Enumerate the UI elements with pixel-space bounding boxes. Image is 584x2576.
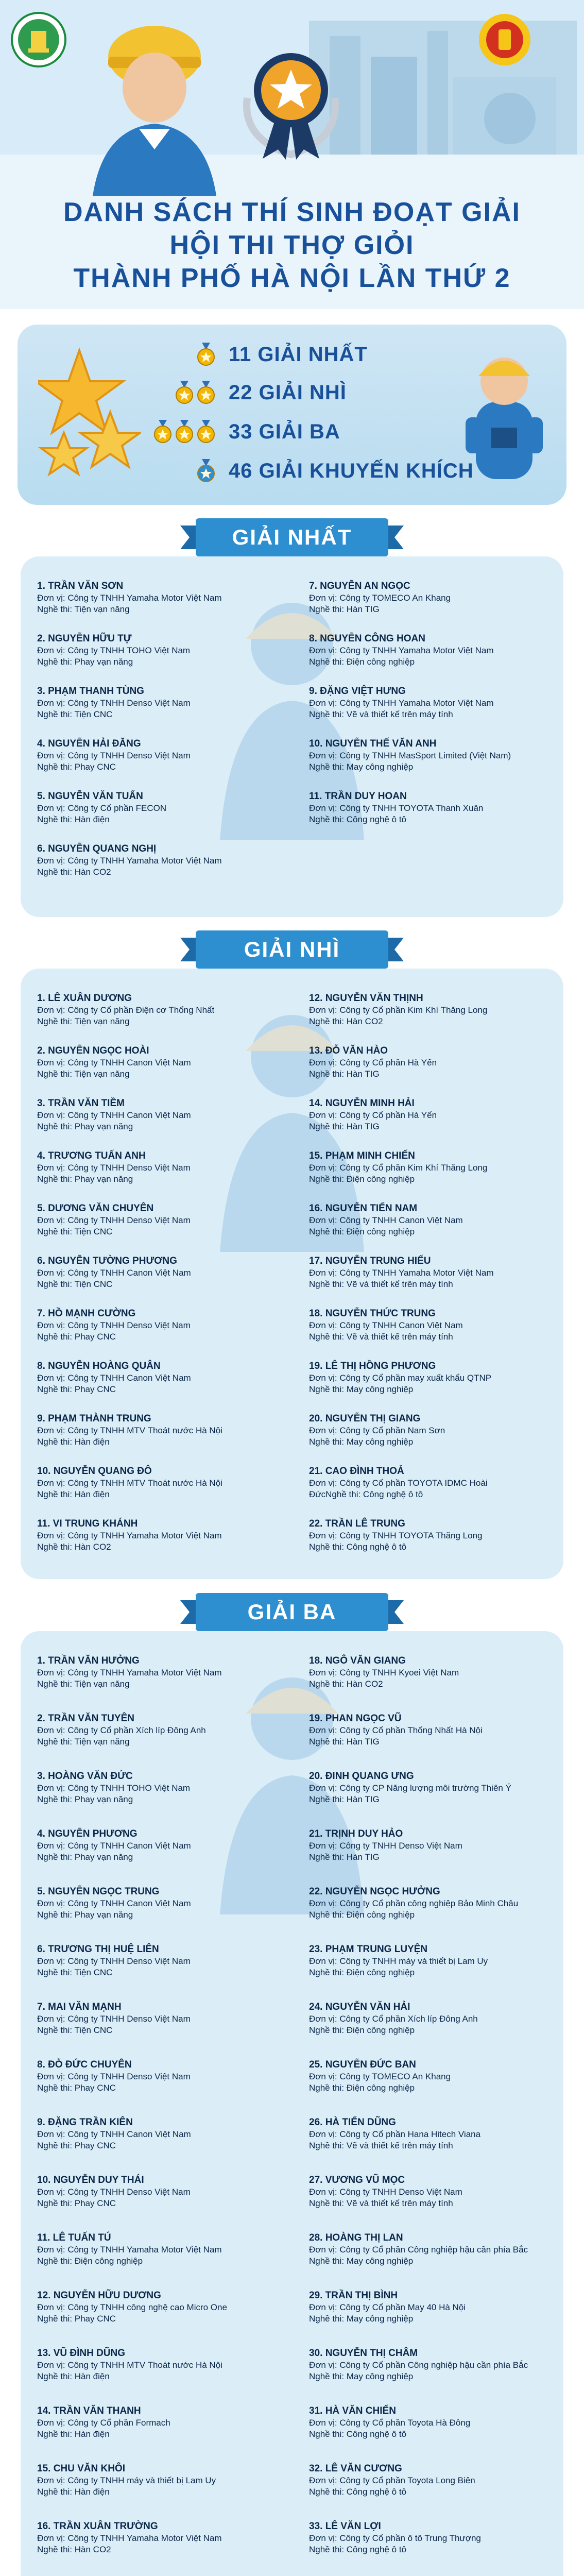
- winner-entry: [309, 2174, 551, 2209]
- winner-company: Đơn vị: Công ty TNHH Yamaha Motor Việt Nam: [37, 1531, 222, 1540]
- winner-name: 2. NGUYỄN HỮU TỰ: [37, 633, 132, 644]
- winner-entry: [37, 1465, 279, 1500]
- winner-name: 18. NGÔ VĂN GIANG: [309, 1655, 406, 1666]
- winner-trade: Nghề thi: Tiện CNC: [37, 2025, 113, 2035]
- winner-company: Đơn vị: Công ty Cổ phần Điện cơ Thống Nhất: [37, 1005, 215, 1015]
- medal-icon: [197, 343, 215, 366]
- summary-row: [151, 455, 474, 486]
- winner-company: Đơn vị: Công ty Cổ phần Xích líp Đông Anh: [37, 1725, 206, 1735]
- page-title-line-1: DANH SÁCH THÍ SINH ĐOẠT GIẢI: [63, 197, 521, 227]
- winner-company: Đơn vị: Công ty TNHH Yamaha Motor Việt Nam: [37, 1668, 222, 1677]
- winner-trade: Nghề thi: Tiện vạn năng: [37, 1737, 130, 1747]
- winner-trade: Nghề thi: May công nghiệp: [309, 1437, 414, 1447]
- winner-company: Đơn vị: Công ty TNHH TOYOTA Thăng Long: [309, 1531, 483, 1540]
- summary-medals: [151, 381, 229, 404]
- winner-entry: [309, 1770, 551, 1805]
- winner-trade: Nghề thi: Tiện CNC: [37, 1279, 113, 1289]
- worker-illustration: [62, 10, 247, 196]
- page-title-line-3: THÀNH PHỐ HÀ NỘI LẦN THỨ 2: [73, 263, 511, 293]
- winner-entry: [37, 2232, 279, 2267]
- winner-company: Đơn vị: Công ty TNHH Denso Việt Nam: [309, 1841, 462, 1851]
- winner-company: Đơn vị: Công ty TNHH MTV Thoát nước Hà Nội: [37, 2360, 222, 2370]
- winner-name: 15. PHẠM MINH CHIẾN: [309, 1150, 415, 1161]
- winner-trade: Nghề thi: Hàn điện: [37, 2371, 110, 2381]
- winner-company: Đơn vị: Công ty Cổ phần may xuất khẩu QTNP: [309, 1373, 492, 1383]
- winner-company: Đơn vị: Công ty TNHH TOHO Việt Nam: [37, 646, 191, 655]
- winner-entry: [309, 790, 551, 825]
- winner-company: Đơn vị: Công ty TNHH Yamaha Motor Việt Nam: [37, 593, 222, 603]
- winner-entry: [309, 1828, 551, 1863]
- winner-entry: [37, 1886, 279, 1921]
- winner-trade: Nghề thi: May công nghiệp: [309, 2256, 414, 2266]
- winner-name: 6. NGUYỄN QUANG NGHỊ: [37, 843, 157, 854]
- winner-company: Đơn vị: Công ty Cổ phần Hana Hitech Viana: [309, 2129, 481, 2139]
- winner-entry: [309, 1097, 551, 1132]
- winner-entry: [309, 2116, 551, 2151]
- winner-trade: Nghề thi: Tiện CNC: [37, 1227, 113, 1236]
- winner-trade: Nghề thi: Điện công nghiệp: [309, 1968, 415, 1977]
- winner-name: 1. TRẦN VĂN HƯỞNG: [37, 1655, 140, 1666]
- winner-company: Đơn vị: Công ty Cổ phần Hà Yến: [309, 1110, 437, 1120]
- winner-entry: [37, 2290, 279, 2325]
- winner-trade: Nghề thi: Công nghệ ô tô: [309, 2429, 407, 2439]
- winner-trade: Nghề thi: Tiện vạn năng: [37, 1069, 130, 1079]
- winner-name: 22. NGUYỄN NGỌC HƯỞNG: [309, 1886, 440, 1897]
- winner-name: 13. VŨ ĐÌNH DŨNG: [37, 2348, 126, 2359]
- winner-entry: [309, 2520, 551, 2555]
- trade-union-logo: [474, 11, 536, 68]
- winner-entry: [37, 790, 279, 825]
- winners-list-panel: [21, 556, 563, 917]
- winner-company: Đơn vị: Công ty Cổ phần Hà Yến: [309, 1058, 437, 1067]
- winner-trade: Nghề thi: Vẽ và thiết kế trên máy tính: [309, 2141, 453, 2150]
- summary-label: 11 GIẢI NHẤT: [229, 343, 368, 366]
- winner-entry: [309, 1202, 551, 1238]
- winner-trade: Nghề thi: Điện công nghiệp: [309, 1174, 415, 1184]
- summary-medals: [151, 459, 229, 483]
- winner-entry: [309, 738, 551, 773]
- winner-trade: Nghề thi: Vẽ và thiết kế trên máy tính: [309, 709, 453, 719]
- winner-trade: Nghề thi: Hàn CO2: [309, 1016, 383, 1026]
- winner-trade: Nghề thi: Hàn TIG: [309, 1069, 380, 1079]
- winner-name: 21. CAO ĐÌNH THOẢ: [309, 1466, 404, 1477]
- winner-name: 1. TRẦN VĂN SƠN: [37, 581, 124, 591]
- winner-company: Đơn vị: Công ty Cổ phần công nghiệp Bảo Minh Châu: [309, 1899, 519, 1908]
- section-title: GIẢI BA: [247, 1600, 337, 1624]
- winner-entry: [37, 1655, 279, 1690]
- winner-name: 5. NGUYỄN NGỌC TRUNG: [37, 1886, 160, 1897]
- winner-company: Đơn vị: Công ty TNHH Denso Việt Nam: [309, 2187, 462, 2197]
- winner-trade: Nghề thi: Hàn TIG: [309, 1794, 380, 1804]
- winner-trade: Nghề thi: Điện công nghiệp: [309, 2025, 415, 2035]
- winner-trade: Nghề thi: Điện công nghiệp: [37, 2256, 143, 2266]
- winner-trade: Nghề thi: Phay CNC: [37, 1384, 116, 1394]
- section-banner: [180, 927, 404, 972]
- award-summary-panel: [18, 325, 566, 505]
- winner-company: Đơn vị: Công ty TNHH Canon Việt Nam: [37, 1373, 191, 1383]
- winner-trade: Nghề thi: Hàn CO2: [37, 1542, 111, 1552]
- winner-entry: [37, 2347, 279, 2382]
- winner-name: 8. ĐỖ ĐỨC CHUYÊN: [37, 2059, 132, 2070]
- winner-entry: [309, 2290, 551, 2325]
- page-title-line-2: HỘI THI THỢ GIỎI: [169, 230, 415, 260]
- winner-name: 15. CHU VĂN KHÔI: [37, 2463, 126, 2474]
- winner-entry: [37, 1360, 279, 1395]
- winner-name: 27. VƯƠNG VŨ MỌC: [309, 2175, 405, 2185]
- winner-entry: [37, 2405, 279, 2440]
- winner-company: Đơn vị: Công ty TNHH Denso Việt Nam: [37, 2014, 191, 2024]
- winner-entry: [309, 1360, 551, 1395]
- winner-name: 19. LÊ THỊ HỒNG PHƯƠNG: [309, 1361, 436, 1371]
- winner-name: 13. ĐỖ VĂN HÀO: [309, 1045, 388, 1056]
- winner-name: 4. TRƯƠNG TUẤN ANH: [37, 1150, 146, 1161]
- winner-entry: [309, 2232, 551, 2267]
- winners-list-panel: [21, 1631, 563, 2576]
- winner-company: Đơn vị: Công ty TNHH máy và thiết bị Lam Uy: [309, 1956, 488, 1966]
- winner-trade: Nghề thi: Công nghệ ô tô: [309, 1542, 407, 1552]
- winner-trade: Nghề thi: Vẽ và thiết kế trên máy tính: [309, 2198, 453, 2208]
- winner-trade: Nghề thi: Điện công nghiệp: [309, 2083, 415, 2093]
- winner-trade: Nghề thi: Công nghệ ô tô: [309, 815, 407, 824]
- winner-trade: Nghề thi: Hàn TIG: [309, 604, 380, 614]
- winner-entry: [309, 1255, 551, 1290]
- winner-trade: Nghề thi: Hàn điện: [37, 1489, 110, 1499]
- winner-entry: [309, 1518, 551, 1553]
- winner-trade: Nghề thi: Hàn điện: [37, 815, 110, 824]
- winner-trade: Nghề thi: Hàn TIG: [309, 1122, 380, 1131]
- winner-trade: Nghề thi: Phay vạn năng: [37, 1852, 133, 1862]
- winner-company: Đơn vị: Công ty TNHH Canon Việt Nam: [37, 1899, 191, 1908]
- medal-icon: [197, 459, 215, 483]
- winner-company: Đơn vị: Công ty TNHH Denso Việt Nam: [37, 751, 191, 760]
- winner-trade: Nghề thi: Điện công nghiệp: [309, 1227, 415, 1236]
- winner-entry: [37, 2520, 279, 2555]
- winner-name: 7. HỒ MẠNH CƯỜNG: [37, 1308, 136, 1319]
- winner-name: 5. DƯƠNG VĂN CHUYÊN: [37, 1203, 154, 1214]
- winner-entry: [37, 1770, 279, 1805]
- winner-trade: Nghề thi: Vẽ và thiết kế trên máy tính: [309, 1279, 453, 1289]
- winner-entry: [37, 1308, 279, 1343]
- winner-trade: ĐứcNghề thi: Công nghệ ô tô: [309, 1489, 423, 1499]
- winner-name: 26. HÀ TIẾN DŨNG: [309, 2117, 396, 2128]
- summary-medals: [151, 343, 229, 366]
- winner-entry: [37, 992, 279, 1027]
- winner-name: 11. LÊ TUẤN TÚ: [37, 2232, 111, 2243]
- winner-company: Đơn vị: Công ty Cổ phần Kim Khí Thăng Long: [309, 1005, 488, 1015]
- winner-entry: [37, 580, 279, 615]
- winner-company: Đơn vị: Công ty TNHH Yamaha Motor Việt Nam: [309, 1268, 494, 1278]
- winner-trade: Nghề thi: Phay vạn năng: [37, 657, 133, 667]
- winner-name: 3. PHẠM THANH TÙNG: [37, 686, 144, 697]
- winner-trade: Nghề thi: Công nghệ ô tô: [309, 2545, 407, 2554]
- winner-trade: Nghề thi: Tiện vạn năng: [37, 1016, 130, 1026]
- winner-company: Đơn vị: Công ty Cổ phần FECON: [37, 803, 167, 813]
- winner-trade: Nghề thi: Tiện CNC: [37, 1968, 113, 1977]
- winner-entry: [309, 685, 551, 720]
- winner-company: Đơn vị: Công ty TNHH Yamaha Motor Việt Nam: [37, 856, 222, 866]
- winner-entry: [37, 2001, 279, 2036]
- winner-name: 29. TRẦN THỊ BÌNH: [309, 2290, 398, 2301]
- winner-trade: Nghề thi: Phay vạn năng: [37, 1174, 133, 1184]
- winner-company: Đơn vị: Công ty Cổ phần TOYOTA IDMC Hoài: [309, 1478, 488, 1488]
- award-medal-icon: [227, 41, 355, 160]
- winner-entry: [37, 1045, 279, 1080]
- winner-company: Đơn vị: Công ty TNHH máy và thiết bị Lam Uy: [37, 2476, 216, 2485]
- winner-name: 19. PHAN NGỌC VŨ: [309, 1713, 402, 1724]
- winner-company: Đơn vị: Công ty TNHH Canon Việt Nam: [37, 1110, 191, 1120]
- winner-company: Đơn vị: Công ty TNHH Canon Việt Nam: [309, 1215, 463, 1225]
- summary-label: 46 GIẢI KHUYẾN KHÍCH: [229, 459, 474, 482]
- winner-name: 11. VI TRUNG KHÁNH: [37, 1518, 138, 1529]
- winner-name: 3. HOÀNG VĂN ĐỨC: [37, 1771, 133, 1782]
- winner-entry: [309, 1413, 551, 1448]
- winner-entry: [309, 2001, 551, 2036]
- winner-trade: Nghề thi: Phay CNC: [37, 1332, 116, 1342]
- winner-entry: [309, 633, 551, 668]
- winner-name: 3. TRẦN VĂN TIỀM: [37, 1098, 125, 1109]
- winner-entry: [37, 1255, 279, 1290]
- winner-trade: Nghề thi: Phay vạn năng: [37, 1910, 133, 1920]
- winner-entry: [37, 2059, 279, 2094]
- gold-stars-icon: [38, 345, 141, 479]
- medal-icon: [197, 420, 215, 444]
- winner-company: Đơn vị: Công ty TNHH Denso Việt Nam: [37, 698, 191, 708]
- winner-company: Đơn vị: Công ty TNHH Denso Việt Nam: [37, 1163, 191, 1173]
- winner-entry: [37, 633, 279, 668]
- winner-trade: Nghề thi: May công nghiệp: [309, 1384, 414, 1394]
- section-title: GIẢI NHÌ: [244, 937, 340, 961]
- winner-trade: Nghề thi: Phay vạn năng: [37, 1794, 133, 1804]
- winner-name: 6. NGUYỄN TƯỜNG PHƯƠNG: [37, 1256, 177, 1266]
- winner-trade: Nghề thi: Phay CNC: [37, 2141, 116, 2150]
- winner-entry: [309, 1465, 551, 1500]
- winner-name: 21. TRỊNH DUY HẢO: [309, 1828, 403, 1839]
- winner-name: 16. TRẦN XUÂN TRƯỜNG: [37, 2521, 158, 2532]
- winner-trade: Nghề thi: Hàn TIG: [309, 1737, 380, 1747]
- winner-company: Đơn vị: Công ty Cổ phần Xích líp Đông Anh: [309, 2014, 478, 2024]
- winner-trade: Nghề thi: Hàn điện: [37, 2487, 110, 2497]
- summary-row: [151, 377, 347, 408]
- winner-entry: [309, 1150, 551, 1185]
- winner-name: 10. NGUYỄN THẾ VĂN ANH: [309, 738, 437, 749]
- winner-name: 10. NGUYỄN QUANG ĐÔ: [37, 1466, 152, 1477]
- winner-company: Đơn vị: Công ty TNHH MTV Thoát nước Hà Nội: [37, 1426, 222, 1435]
- winner-company: Đơn vị: Công ty TNHH Yamaha Motor Việt Nam: [37, 2245, 222, 2255]
- winner-entry: [37, 685, 279, 720]
- winner-company: Đơn vị: Công ty TNHH Yamaha Motor Việt Nam: [37, 2533, 222, 2543]
- winner-company: Đơn vị: Công ty Cổ phần Thống Nhất Hà Nội: [309, 1725, 483, 1735]
- winner-entry: [309, 1886, 551, 1921]
- winner-company: Đơn vị: Công ty TNHH Denso Việt Nam: [37, 2187, 191, 2197]
- winner-trade: Nghề thi: Điện công nghiệp: [309, 657, 415, 667]
- winner-name: 9. ĐẶNG TRẦN KIÊN: [37, 2117, 133, 2128]
- winner-name: 11. TRẦN DUY HOAN: [309, 791, 407, 802]
- winner-trade: Nghề thi: Công nghệ ô tô: [309, 2487, 407, 2497]
- winner-entry: [37, 1518, 279, 1553]
- winner-company: Đơn vị: Công ty TNHH Denso Việt Nam: [37, 2072, 191, 2081]
- winner-name: 4. NGUYỄN PHƯƠNG: [37, 1828, 138, 1839]
- winner-trade: Nghề thi: Tiện CNC: [37, 709, 113, 719]
- winner-company: Đơn vị: Công ty Cổ phần Công nghiệp hậu cần phía Bắc: [309, 2360, 528, 2370]
- winner-company: Đơn vị: Công ty TOMECO An Khang: [309, 2072, 451, 2081]
- winner-name: 8. NGUYỄN HOÀNG QUÂN: [37, 1361, 161, 1371]
- winner-name: 4. NGUYỄN HẢI ĐĂNG: [37, 738, 141, 749]
- winner-company: Đơn vị: Công ty Cổ phần Kim Khí Thăng Long: [309, 1163, 488, 1173]
- winner-company: Đơn vị: Công ty TNHH Kyoei Việt Nam: [309, 1668, 459, 1677]
- winner-trade: Nghề thi: Hàn CO2: [37, 2545, 111, 2554]
- summary-row: [151, 339, 368, 370]
- winner-company: Đơn vị: Công ty TOMECO An Khang: [309, 593, 451, 603]
- winner-trade: Nghề thi: Hàn TIG: [309, 1852, 380, 1862]
- winner-trade: Nghề thi: Hàn điện: [37, 1437, 110, 1447]
- winner-name: 14. TRẦN VĂN THANH: [37, 2405, 141, 2416]
- summary-medals: [151, 420, 229, 444]
- medal-icon: [197, 381, 215, 404]
- summary-label: 22 GIẢI NHÌ: [229, 381, 347, 404]
- winner-entry: [37, 2463, 279, 2498]
- winner-entry: [309, 2059, 551, 2094]
- winner-company: Đơn vị: Công ty TNHH Canon Việt Nam: [37, 1841, 191, 1851]
- winner-company: Đơn vị: Công ty Cổ phần May 40 Hà Nội: [309, 2302, 466, 2312]
- winner-entry: [309, 1943, 551, 1978]
- winner-trade: Nghề thi: Hàn CO2: [37, 867, 111, 877]
- winner-entry: [37, 1202, 279, 1238]
- winner-trade: Nghề thi: Tiện vạn năng: [37, 1679, 130, 1689]
- winner-trade: Nghề thi: Phay CNC: [37, 2314, 116, 2324]
- winner-company: Đơn vị: Công ty TNHH Canon Việt Nam: [37, 1268, 191, 1278]
- winner-name: 5. NGUYỄN VĂN TUẤN: [37, 791, 143, 802]
- winner-company: Đơn vị: Công ty TNHH Denso Việt Nam: [37, 1320, 191, 1330]
- winner-entry: [309, 2347, 551, 2382]
- winner-company: Đơn vị: Công ty Cổ phần Nam Sơn: [309, 1426, 445, 1435]
- winner-trade: Nghề thi: Điện công nghiệp: [309, 1910, 415, 1920]
- summary-row: [151, 416, 340, 447]
- winner-company: Đơn vị: Công ty TNHH Canon Việt Nam: [37, 1058, 191, 1067]
- winner-company: Đơn vị: Công ty TNHH TOHO Việt Nam: [37, 1783, 191, 1793]
- winner-company: Đơn vị: Công ty TNHH TOYOTA Thanh Xuân: [309, 803, 484, 813]
- winner-name: 12. NGUYỄN VĂN THỊNH: [309, 993, 423, 1004]
- winner-name: 28. HOÀNG THỊ LAN: [309, 2232, 403, 2243]
- winner-name: 9. PHẠM THÀNH TRUNG: [37, 1413, 151, 1424]
- winner-company: Đơn vị: Công ty TNHH Canon Việt Nam: [37, 2129, 191, 2139]
- winner-trade: Nghề thi: Phay CNC: [37, 762, 116, 772]
- winner-entry: [37, 1150, 279, 1185]
- winner-company: Đơn vị: Công ty TNHH Yamaha Motor Việt Nam: [309, 698, 494, 708]
- summary-label: 33 GIẢI BA: [229, 420, 340, 443]
- winner-name: 1. LÊ XUÂN DƯƠNG: [37, 993, 132, 1004]
- winner-trade: Nghề thi: Phay CNC: [37, 2198, 116, 2208]
- winner-name: 6. TRƯƠNG THỊ HUỆ LIÊN: [37, 1944, 159, 1955]
- winner-name: 33. LÊ VĂN LỢI: [309, 2521, 381, 2532]
- winner-entry: [37, 2174, 279, 2209]
- winner-name: 10. NGUYỄN DUY THÁI: [37, 2175, 144, 2185]
- winner-entry: [37, 1713, 279, 1748]
- winner-entry: [309, 2463, 551, 2498]
- winner-entry: [37, 1943, 279, 1978]
- winner-trade: Nghề thi: Phay CNC: [37, 2083, 116, 2093]
- winner-company: Đơn vị: Công ty TNHH MTV Thoát nước Hà Nội: [37, 1478, 222, 1488]
- winner-name: 12. NGUYỄN HỮU DƯƠNG: [37, 2290, 161, 2301]
- winner-company: Đơn vị: Công ty TNHH Denso Việt Nam: [37, 1956, 191, 1966]
- winner-name: 30. NGUYỄN THỊ CHÂM: [309, 2348, 418, 2359]
- winner-trade: Nghề thi: Vẽ và thiết kế trên máy tính: [309, 1332, 453, 1342]
- winner-entry: [309, 580, 551, 615]
- medal-icon: [153, 420, 172, 444]
- winner-name: 14. NGUYỄN MINH HẢI: [309, 1098, 415, 1109]
- winner-company: Đơn vị: Công ty Cổ phần Công nghiệp hậu cần phía Bắc: [309, 2245, 528, 2255]
- winner-name: 17. NGUYỄN TRUNG HIẾU: [309, 1256, 431, 1266]
- winner-entry: [37, 2116, 279, 2151]
- header-banner: [0, 0, 584, 309]
- winner-company: Đơn vị: Công ty TNHH Canon Việt Nam: [309, 1320, 463, 1330]
- winner-name: 24. NGUYỄN VĂN HẢI: [309, 2002, 410, 2012]
- winner-entry: [37, 738, 279, 773]
- medal-icon: [175, 381, 194, 404]
- section-title: GIẢI NHẤT: [232, 525, 352, 549]
- winner-entry: [37, 1828, 279, 1863]
- winner-trade: Nghề thi: Tiện vạn năng: [37, 604, 130, 614]
- winner-trade: Nghề thi: Hàn điện: [37, 2429, 110, 2439]
- winner-trade: Nghề thi: May công nghiệp: [309, 762, 414, 772]
- winner-name: 7. NGUYỄN AN NGỌC: [309, 581, 410, 591]
- section-banner: [180, 1590, 404, 1634]
- winner-company: Đơn vị: Công ty TNHH Yamaha Motor Việt Nam: [309, 646, 494, 655]
- winner-company: Đơn vị: Công ty Cổ phần Toyota Hà Đông: [309, 2418, 471, 2428]
- winner-entry: [309, 1655, 551, 1690]
- winner-company: Đơn vị: Công ty Cổ phần Toyota Long Biên: [309, 2476, 475, 2485]
- winner-name: 2. NGUYỄN NGỌC HOÀI: [37, 1045, 149, 1056]
- winner-name: 20. NGUYỄN THỊ GIANG: [309, 1413, 421, 1424]
- medal-icon: [175, 420, 194, 444]
- winner-company: Đơn vị: Công ty Cổ phần Formach: [37, 2418, 170, 2428]
- winner-entry: [37, 1097, 279, 1132]
- winner-name: 23. PHẠM TRUNG LUYỆN: [309, 1944, 428, 1955]
- winner-entry: [309, 1308, 551, 1343]
- winner-company: Đơn vị: Công ty CP Năng lượng môi trường Thiên Ý: [309, 1783, 511, 1793]
- winner-name: 16. NGUYỄN TIẾN NAM: [309, 1203, 418, 1214]
- winner-name: 31. HÀ VĂN CHIẾN: [309, 2405, 396, 2416]
- winner-trade: Nghề thi: Hàn CO2: [309, 1679, 383, 1689]
- winner-trade: Nghề thi: May công nghiệp: [309, 2371, 414, 2381]
- winner-company: Đơn vị: Công ty TNHH MasSport Limited (Việt Nam): [309, 751, 511, 760]
- section-banner: [180, 515, 404, 560]
- winner-entry: [309, 1713, 551, 1748]
- winner-name: 22. TRẦN LÊ TRUNG: [309, 1518, 405, 1529]
- winner-entry: [309, 1045, 551, 1080]
- winner-company: Đơn vị: Công ty Cổ phần ô tô Trung Thượng: [309, 2533, 481, 2543]
- winner-name: 32. LÊ VĂN CƯƠNG: [309, 2463, 402, 2474]
- winner-name: 8. NGUYỄN CÔNG HOAN: [309, 633, 425, 644]
- winners-list-panel: [21, 969, 563, 1579]
- winner-company: Đơn vị: Công ty TNHH công nghệ cao Micro One: [37, 2302, 227, 2312]
- winner-trade: Nghề thi: Phay vạn năng: [37, 1122, 133, 1131]
- winner-entry: [37, 843, 279, 878]
- winner-name: 7. MAI VĂN MẠNH: [37, 2002, 122, 2012]
- winner-company: Đơn vị: Công ty TNHH Denso Việt Nam: [37, 1215, 191, 1225]
- winner-name: 2. TRẦN VĂN TUYÊN: [37, 1713, 134, 1724]
- winner-name: 20. ĐINH QUANG ƯNG: [309, 1771, 414, 1782]
- winner-entry: [37, 1413, 279, 1448]
- winner-name: 18. NGUYỄN THỨC TRUNG: [309, 1308, 436, 1319]
- winner-entry: [309, 992, 551, 1027]
- winner-name: 25. NGUYỄN ĐỨC BAN: [309, 2059, 416, 2070]
- winner-entry: [309, 2405, 551, 2440]
- hanoi-emblem-logo: [10, 11, 67, 68]
- winner-name: 9. ĐẶNG VIỆT HƯNG: [309, 686, 406, 697]
- winner-trade: Nghề thi: May công nghiệp: [309, 2314, 414, 2324]
